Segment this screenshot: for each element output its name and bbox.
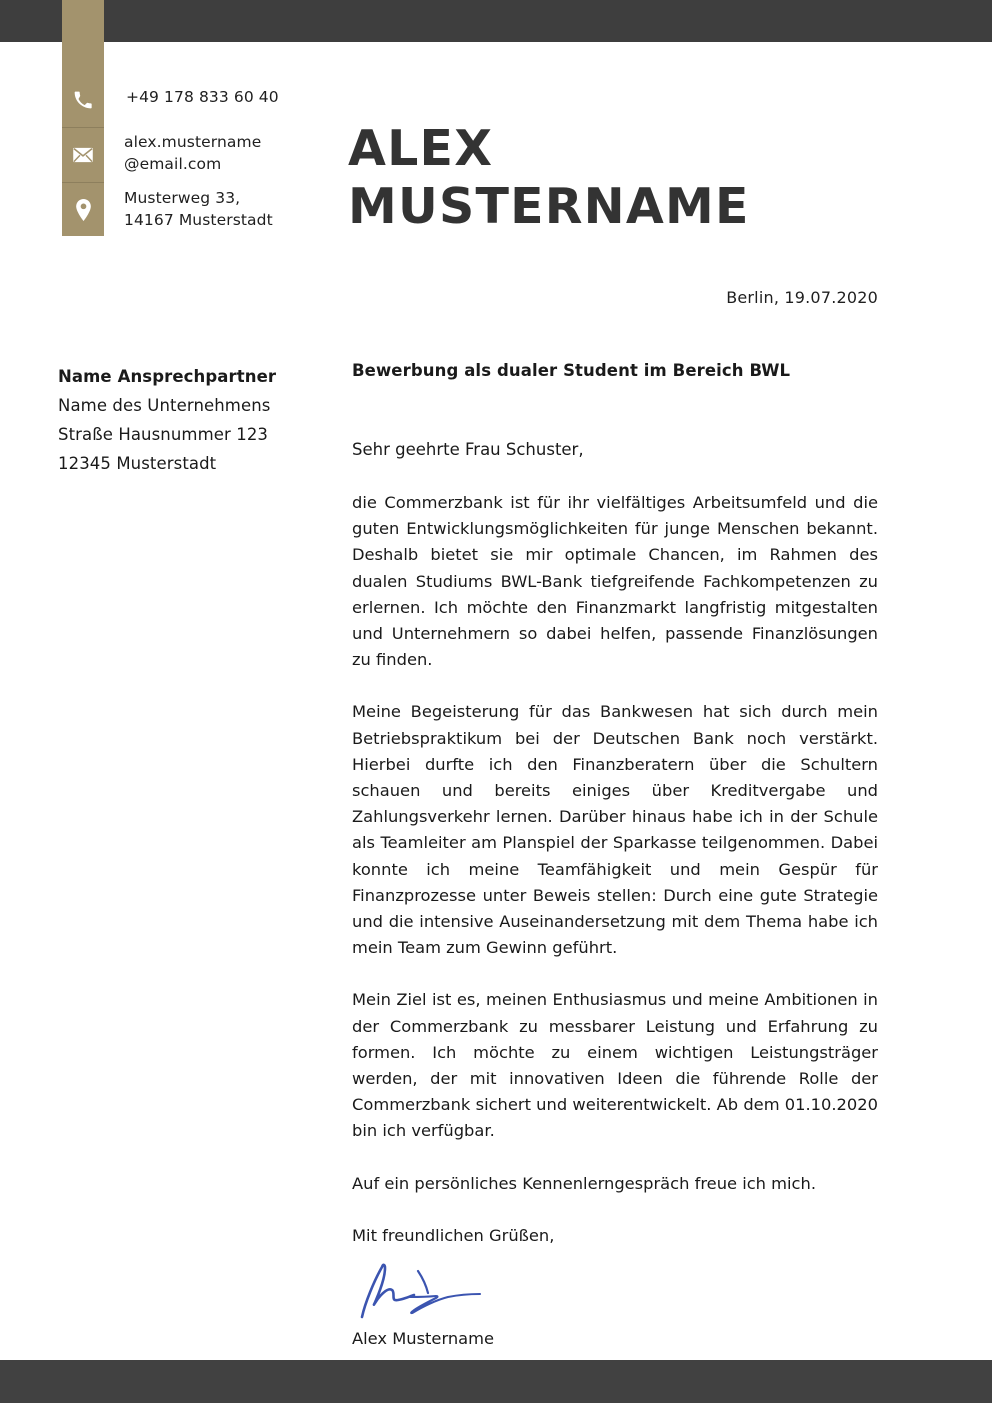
contact-email-line1: alex.mustername bbox=[124, 133, 262, 151]
letter-body bbox=[352, 360, 878, 1351]
letter-closing: Mit freundlichen Grüßen, bbox=[352, 1225, 555, 1245]
recipient-city: 12345 Musterstadt bbox=[58, 454, 217, 473]
letter-paragraph: die Commerzbank ist für ihr vielfältiges Arbeitsumfeld und die guten Entwicklungsmöglichkeiten für junge Menschen bekannt. Deshalb bietet sie mir optimale Chancen, im Rahmen des dualen Studiums BWL-Bank tiefgreifende Fachkompetenzen zu erlernen. Ich möchte den Finanzmarkt langfristig mitgestalten und Unternehmern so dabei helfen, passende Finanzlösungen zu finden. bbox=[352, 493, 878, 670]
contact-address bbox=[124, 187, 314, 231]
recipient-company: Name des Unternehmens bbox=[58, 396, 271, 415]
phone-icon bbox=[62, 74, 104, 126]
footer-band bbox=[0, 1360, 992, 1403]
handwritten-signature bbox=[352, 1259, 878, 1325]
recipient-address-block bbox=[58, 362, 318, 478]
recipient-street: Straße Hausnummer 123 bbox=[58, 425, 269, 444]
letter-date: Berlin, 19.07.2020 bbox=[726, 288, 878, 307]
letter-paragraph: Meine Begeisterung für das Bankwesen hat sich durch mein Betriebspraktikum bei der Deutschen Bank noch verstärkt. Hierbei durfte ich den Finanzberatern über die Schultern schauen und bereits einiges über Kreditvergabe und Zahlungsverkehr lernen. Darüber hinaus habe ich in der Schule als Teamleiter am Planspiel der Sparkasse teilgenommen. Dabei konnte ich meine Teamfähigkeit und mein Gespür für Finanzprozesse unter Beweis stellen: Durch eine gute Strategie und die intensive Auseinandersetzung mit dem Thema habe ich mein Team zum Gewinn geführt. bbox=[352, 702, 878, 958]
letter-paragraph: Auf ein persönliches Kennenlerngespräch freue ich mich. bbox=[352, 1173, 816, 1193]
header-band bbox=[0, 0, 992, 42]
location-pin-icon bbox=[62, 184, 104, 236]
contact-address-line2: 14167 Musterstadt bbox=[124, 211, 273, 229]
envelope-icon bbox=[62, 129, 104, 181]
letter-subject: Bewerbung als dualer Student im Bereich BWL bbox=[352, 361, 791, 380]
icon-separator bbox=[62, 182, 104, 183]
name-last: MUSTERNAME bbox=[348, 178, 750, 235]
page-title bbox=[348, 120, 908, 236]
recipient-contact-person: Name Ansprechpartner bbox=[58, 367, 277, 386]
contact-email bbox=[124, 131, 314, 175]
letter-paragraph: Mein Ziel ist es, meinen Enthusiasmus und meine Ambitionen in der Commerzbank zu messbarer Leistung und Erfahrung zu formen. Ich möchte zu einem wichtigen Leistungsträger werden, der mit innovativen Ideen die führende Rolle der Commerzbank sichert und weiterentwickelt. Ab dem 01.10.2020 bin ich verfügbar. bbox=[352, 990, 878, 1141]
icon-separator bbox=[62, 127, 104, 128]
contact-phone: +49 178 833 60 40 bbox=[126, 88, 279, 106]
letter-salutation: Sehr geehrte Frau Schuster, bbox=[352, 440, 584, 459]
contact-email-line2: @email.com bbox=[124, 155, 222, 173]
contact-address-line1: Musterweg 33, bbox=[124, 189, 241, 207]
signature-name: Alex Mustername bbox=[352, 1328, 495, 1348]
contact-icon-bar bbox=[62, 0, 104, 236]
name-first: ALEX bbox=[348, 120, 494, 177]
